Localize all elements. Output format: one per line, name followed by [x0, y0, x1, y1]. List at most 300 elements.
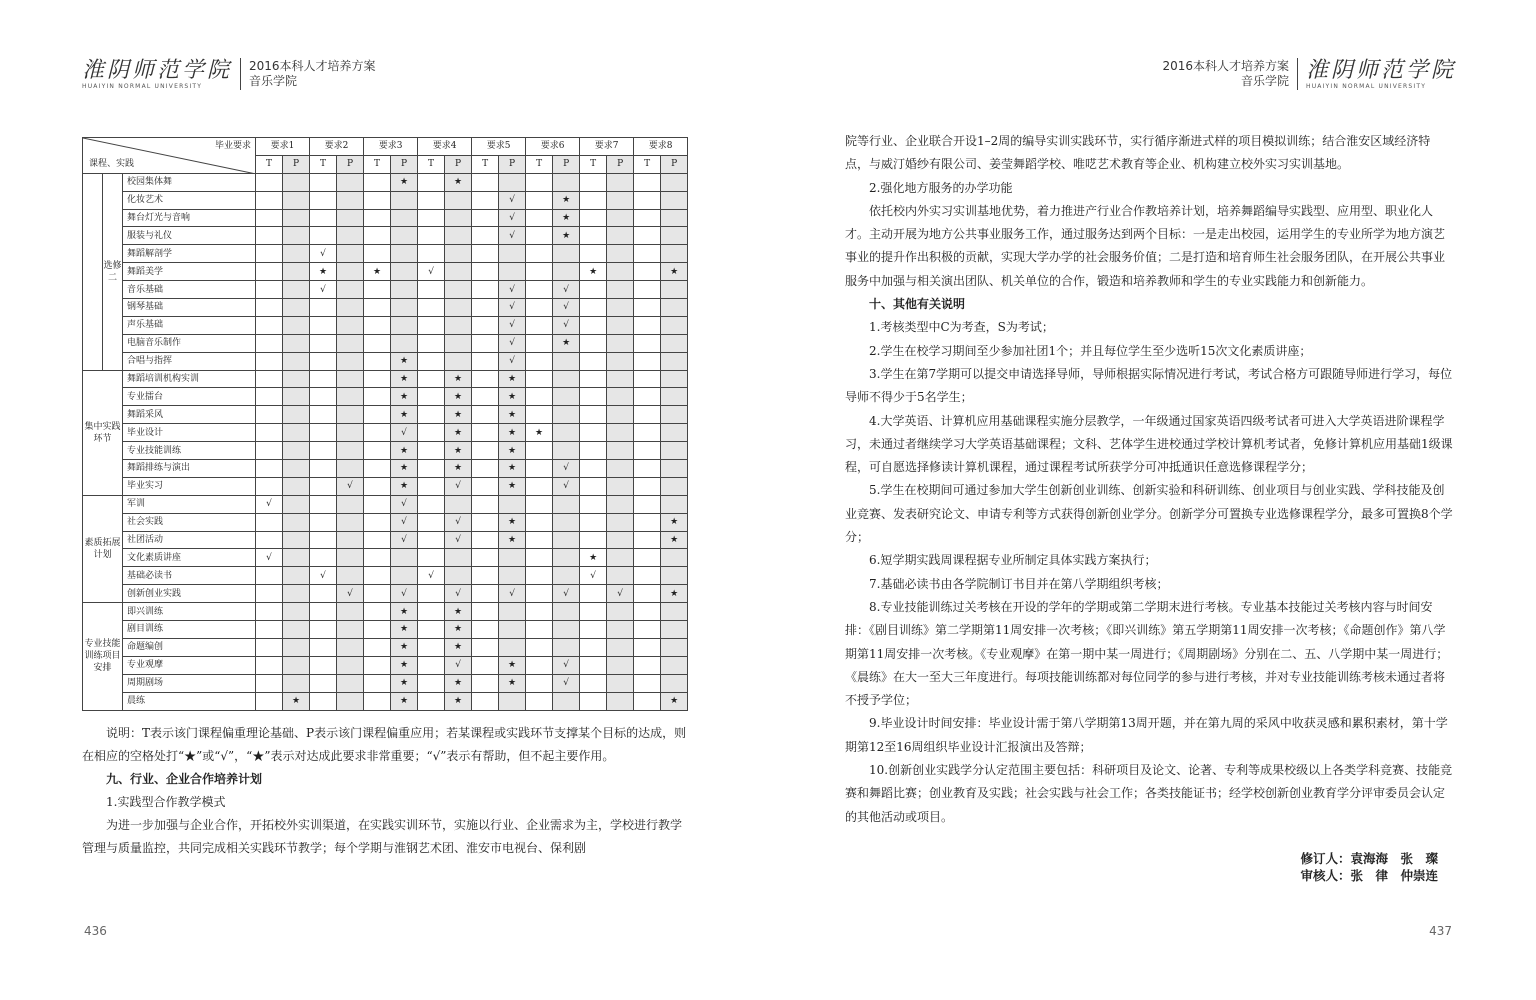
matrix-cell [256, 299, 283, 317]
matrix-cell [310, 316, 337, 334]
matrix-cell [256, 227, 283, 245]
matrix-cell [364, 442, 391, 460]
table-row [83, 352, 688, 370]
paragraph-2: 依托校内外实习实训基地优势，着力推进产行业合作教培养计划，培养舞蹈编导实践型、应用型、职业化人才。主动开展为地方公共事业服务工作，通过服务达到两个目标：一是走出校园，运用学生的专业所学为地方演艺事业的提升作出积极的贡献，实现大学办学的社会服务价值；二是打造和培育师生社会服务团队，在开展公共事业服务中加强与相关演出团队、机关单位的合作，锻造和培养教师和学生的专业实践能力和创新能力。 [845, 203, 1446, 288]
matrix-cell [256, 585, 283, 603]
p-header: P [607, 155, 634, 173]
table-row [83, 692, 688, 710]
requirement-header: 要求7 [580, 138, 634, 156]
group-name: 素质拓展计划 [83, 495, 123, 602]
matrix-cell [553, 424, 580, 442]
matrix-cell: ★ [391, 477, 418, 495]
logo-en: HUAIYIN NORMAL UNIVERSITY [82, 82, 203, 90]
matrix-cell [472, 692, 499, 710]
table-row [83, 227, 688, 245]
matrix-cell [310, 531, 337, 549]
matrix-cell: √ [553, 477, 580, 495]
requirement-header: 要求3 [364, 138, 418, 156]
matrix-cell: ★ [499, 531, 526, 549]
course-name: 化妆艺术 [123, 191, 256, 209]
matrix-cell [364, 621, 391, 639]
table-row [83, 406, 688, 424]
matrix-cell [283, 352, 310, 370]
matrix-cell: ★ [391, 352, 418, 370]
table-header-row [83, 138, 688, 156]
left-text-block [82, 722, 689, 860]
matrix-cell [634, 585, 661, 603]
matrix-cell: ★ [580, 549, 607, 567]
matrix-cell [364, 460, 391, 478]
matrix-cell [472, 585, 499, 603]
matrix-cell: ★ [445, 370, 472, 388]
matrix-cell: ★ [661, 263, 688, 281]
matrix-cell [283, 638, 310, 656]
matrix-cell [418, 406, 445, 424]
matrix-cell [634, 567, 661, 585]
matrix-cell [472, 281, 499, 299]
matrix-cell [418, 388, 445, 406]
matrix-cell [580, 245, 607, 263]
matrix-cell [580, 316, 607, 334]
matrix-cell [526, 245, 553, 263]
requirement-header: 要求8 [634, 138, 688, 156]
revisers: 修订人：袁海海 张 璨 [1300, 851, 1438, 866]
matrix-cell [472, 549, 499, 567]
matrix-cell: √ [499, 334, 526, 352]
matrix-cell: ★ [391, 656, 418, 674]
matrix-cell [337, 424, 364, 442]
matrix-cell [580, 299, 607, 317]
table-row [83, 477, 688, 495]
matrix-cell [256, 388, 283, 406]
matrix-cell [310, 513, 337, 531]
matrix-cell: √ [553, 316, 580, 334]
matrix-cell [418, 442, 445, 460]
matrix-cell [256, 567, 283, 585]
header-divider-right [1297, 58, 1298, 90]
matrix-cell [661, 299, 688, 317]
matrix-cell [256, 460, 283, 478]
matrix-cell [337, 513, 364, 531]
matrix-cell [526, 674, 553, 692]
matrix-cell [418, 370, 445, 388]
matrix-cell [499, 567, 526, 585]
matrix-cell [580, 209, 607, 227]
subheading-1: 1.实践型合作教学模式 [106, 795, 226, 809]
matrix-cell [256, 674, 283, 692]
matrix-cell [634, 370, 661, 388]
matrix-cell [337, 495, 364, 513]
matrix-cell [418, 281, 445, 299]
course-name: 服装与礼仪 [123, 227, 256, 245]
paragraph-continued: 院等行业、企业联合开设1–2周的编导实训实践环节，实行循序渐进式样的项目模拟训练；结合淮安区域经济特点，与威汀婚纱有限公司、姜莹舞蹈学校、唯呓艺术教育等企业、机构建立校外实习实训基地。 [845, 134, 1431, 172]
matrix-cell [310, 388, 337, 406]
matrix-cell [634, 674, 661, 692]
note-item: 5.学生在校期间可通过参加大学生创新创业训练、创新实验和科研训练、创业项目与创业实践、学科技能及创业竞赛、发表研究论文、申请专利等方式获得创新创业学分。创新学分可置换专业选修课程学分，最多可置换8个学分； [845, 483, 1453, 545]
matrix-cell [607, 603, 634, 621]
table-row [83, 263, 688, 281]
matrix-cell [607, 191, 634, 209]
matrix-cell [472, 406, 499, 424]
course-name: 专业擂台 [123, 388, 256, 406]
matrix-cell [580, 173, 607, 191]
matrix-cell [283, 549, 310, 567]
matrix-cell [310, 460, 337, 478]
matrix-cell: √ [553, 460, 580, 478]
matrix-cell [283, 281, 310, 299]
matrix-cell [256, 245, 283, 263]
matrix-cell [337, 567, 364, 585]
matrix-cell [337, 603, 364, 621]
matrix-cell [337, 299, 364, 317]
matrix-cell [445, 316, 472, 334]
matrix-cell [553, 370, 580, 388]
matrix-cell [418, 621, 445, 639]
matrix-cell [472, 370, 499, 388]
matrix-cell [337, 227, 364, 245]
matrix-cell [391, 209, 418, 227]
matrix-cell [526, 442, 553, 460]
matrix-cell [310, 352, 337, 370]
note-item: 2.学生在校学习期间至少参加社团1个；并且每位学生至少选听15次文化素质讲座； [869, 343, 1312, 358]
matrix-cell [283, 227, 310, 245]
matrix-cell [607, 209, 634, 227]
matrix-cell [256, 638, 283, 656]
corner-top-label: 毕业要求 [215, 141, 252, 151]
matrix-cell [364, 281, 391, 299]
matrix-cell [364, 603, 391, 621]
matrix-cell [310, 209, 337, 227]
matrix-cell [337, 406, 364, 424]
matrix-cell [607, 692, 634, 710]
matrix-cell [634, 495, 661, 513]
matrix-cell [634, 388, 661, 406]
matrix-cell: ★ [283, 692, 310, 710]
requirement-header: 要求6 [526, 138, 580, 156]
matrix-cell [256, 531, 283, 549]
matrix-cell [283, 495, 310, 513]
matrix-cell [661, 621, 688, 639]
matrix-cell [580, 621, 607, 639]
matrix-cell [364, 674, 391, 692]
matrix-cell [634, 227, 661, 245]
matrix-cell [634, 424, 661, 442]
matrix-cell [418, 656, 445, 674]
matrix-cell: ★ [445, 603, 472, 621]
matrix-cell [310, 585, 337, 603]
matrix-cell [634, 281, 661, 299]
matrix-cell [607, 388, 634, 406]
matrix-cell [580, 424, 607, 442]
corner-bottom-label: 课程、实践 [89, 158, 135, 169]
matrix-cell [337, 549, 364, 567]
matrix-cell: √ [499, 316, 526, 334]
matrix-cell: ★ [391, 406, 418, 424]
matrix-cell [580, 531, 607, 549]
matrix-cell [337, 442, 364, 460]
matrix-cell [445, 567, 472, 585]
matrix-cell: √ [310, 567, 337, 585]
matrix-cell [472, 227, 499, 245]
matrix-cell: √ [499, 299, 526, 317]
header-text [249, 59, 376, 89]
page-number-right: 437 [1429, 924, 1452, 938]
matrix-cell [634, 334, 661, 352]
matrix-cell [553, 531, 580, 549]
matrix-cell [553, 603, 580, 621]
note-item: 6.短学期实践周课程据专业所制定具体实践方案执行； [869, 553, 1157, 568]
matrix-cell: ★ [553, 209, 580, 227]
matrix-cell [283, 656, 310, 674]
university-logo-right [1306, 59, 1456, 90]
matrix-cell: √ [418, 567, 445, 585]
matrix-cell [256, 209, 283, 227]
matrix-cell [607, 245, 634, 263]
matrix-cell [526, 370, 553, 388]
course-name: 基础必读书 [123, 567, 256, 585]
matrix-cell [310, 549, 337, 567]
matrix-cell: √ [445, 513, 472, 531]
matrix-cell [472, 388, 499, 406]
course-name: 文化素质讲座 [123, 549, 256, 567]
matrix-cell [391, 191, 418, 209]
course-name: 创新创业实践 [123, 585, 256, 603]
matrix-cell [337, 191, 364, 209]
p-header: P [391, 155, 418, 173]
matrix-cell [526, 316, 553, 334]
matrix-cell: ★ [445, 460, 472, 478]
matrix-cell [337, 370, 364, 388]
matrix-cell [661, 173, 688, 191]
matrix-cell [472, 495, 499, 513]
matrix-cell: √ [391, 585, 418, 603]
matrix-cell [337, 334, 364, 352]
group-name: 选修二 [103, 173, 123, 370]
matrix-cell [580, 495, 607, 513]
matrix-cell [283, 603, 310, 621]
matrix-cell [337, 460, 364, 478]
matrix-cell [526, 173, 553, 191]
matrix-cell [391, 227, 418, 245]
requirements-matrix-table [82, 137, 688, 711]
matrix-cell [661, 209, 688, 227]
matrix-cell: ★ [553, 334, 580, 352]
course-name: 剧目训练 [123, 621, 256, 639]
matrix-cell [607, 656, 634, 674]
group-name: 集中实践环节 [83, 370, 123, 495]
matrix-cell: ★ [499, 656, 526, 674]
matrix-cell [256, 316, 283, 334]
matrix-cell: ★ [445, 692, 472, 710]
matrix-cell: ★ [391, 621, 418, 639]
matrix-cell [553, 263, 580, 281]
matrix-cell [553, 406, 580, 424]
matrix-cell [661, 352, 688, 370]
matrix-cell: √ [445, 656, 472, 674]
matrix-cell [337, 656, 364, 674]
matrix-cell [283, 370, 310, 388]
course-name: 毕业设计 [123, 424, 256, 442]
matrix-cell: ★ [391, 442, 418, 460]
matrix-cell [310, 173, 337, 191]
matrix-cell [607, 513, 634, 531]
matrix-cell: ★ [391, 674, 418, 692]
matrix-cell [310, 674, 337, 692]
matrix-cell [580, 334, 607, 352]
matrix-cell [445, 191, 472, 209]
matrix-cell [472, 209, 499, 227]
note-item: 4.大学英语、计算机应用基础课程实施分层教学，一年级通过国家英语四级考试者可进入大学英语进阶课程学习，未通过者继续学习大学英语基础课程；文科、艺体学生进校通过学校计算机考试者，免修计算机应用基础1级课程，可自愿选择修读计算机课程，通过课程考试所获学分可冲抵通识任意选修课程学分； [845, 413, 1453, 475]
matrix-cell [553, 245, 580, 263]
matrix-cell [364, 567, 391, 585]
matrix-cell [337, 245, 364, 263]
matrix-cell [472, 513, 499, 531]
matrix-cell [526, 567, 553, 585]
matrix-cell: √ [445, 585, 472, 603]
matrix-cell [580, 388, 607, 406]
matrix-cell [310, 656, 337, 674]
matrix-cell [418, 585, 445, 603]
matrix-cell [337, 281, 364, 299]
matrix-cell [607, 227, 634, 245]
course-name: 合唱与指挥 [123, 352, 256, 370]
matrix-cell [499, 638, 526, 656]
matrix-cell [364, 477, 391, 495]
matrix-cell: √ [391, 495, 418, 513]
matrix-cell [607, 281, 634, 299]
page-number-left: 436 [84, 924, 107, 938]
matrix-cell [391, 245, 418, 263]
matrix-cell [472, 299, 499, 317]
matrix-cell [364, 370, 391, 388]
matrix-cell [418, 549, 445, 567]
course-name: 毕业实习 [123, 477, 256, 495]
matrix-cell [607, 549, 634, 567]
matrix-cell: ★ [499, 388, 526, 406]
p-header: P [337, 155, 364, 173]
matrix-cell [661, 638, 688, 656]
matrix-cell [634, 621, 661, 639]
matrix-cell [634, 531, 661, 549]
matrix-cell [418, 460, 445, 478]
matrix-cell [283, 406, 310, 424]
matrix-cell [499, 263, 526, 281]
matrix-cell [418, 495, 445, 513]
matrix-cell [607, 442, 634, 460]
matrix-cell [526, 299, 553, 317]
table-row [83, 424, 688, 442]
matrix-cell: √ [553, 585, 580, 603]
matrix-cell [526, 513, 553, 531]
matrix-cell [283, 513, 310, 531]
matrix-cell [256, 352, 283, 370]
course-name: 舞蹈美学 [123, 263, 256, 281]
matrix-cell [418, 209, 445, 227]
course-name: 军训 [123, 495, 256, 513]
matrix-cell [661, 370, 688, 388]
t-header: T [580, 155, 607, 173]
matrix-cell [607, 173, 634, 191]
right-header [1162, 58, 1456, 90]
matrix-cell [337, 638, 364, 656]
course-name: 舞蹈采风 [123, 406, 256, 424]
matrix-cell: √ [310, 245, 337, 263]
requirement-header: 要求5 [472, 138, 526, 156]
matrix-cell [283, 621, 310, 639]
matrix-cell [634, 352, 661, 370]
matrix-cell [634, 513, 661, 531]
logo-en-right: HUAIYIN NORMAL UNIVERSITY [1305, 82, 1427, 90]
matrix-cell [418, 334, 445, 352]
matrix-cell [634, 209, 661, 227]
t-header: T [310, 155, 337, 173]
matrix-cell [364, 191, 391, 209]
matrix-cell [526, 334, 553, 352]
matrix-cell [607, 406, 634, 424]
table-row [83, 281, 688, 299]
matrix-cell: √ [499, 209, 526, 227]
matrix-cell [391, 549, 418, 567]
college-name: 音乐学院 [249, 74, 298, 88]
matrix-cell [526, 585, 553, 603]
matrix-cell: √ [418, 263, 445, 281]
matrix-cell [472, 263, 499, 281]
matrix-cell [661, 191, 688, 209]
matrix-cell [553, 638, 580, 656]
matrix-cell [418, 531, 445, 549]
matrix-cell [283, 424, 310, 442]
matrix-cell [364, 656, 391, 674]
matrix-cell [661, 406, 688, 424]
matrix-cell [526, 656, 553, 674]
group-spacer-cell [83, 173, 103, 370]
matrix-cell [634, 173, 661, 191]
matrix-cell [607, 531, 634, 549]
matrix-cell [553, 352, 580, 370]
course-name: 专业技能训练 [123, 442, 256, 460]
logo-cn-right: 淮阴师范学院 [1305, 57, 1456, 83]
course-name: 社会实践 [123, 513, 256, 531]
matrix-cell [661, 567, 688, 585]
matrix-cell [553, 567, 580, 585]
matrix-cell [310, 477, 337, 495]
matrix-cell [634, 460, 661, 478]
matrix-cell: ★ [445, 424, 472, 442]
matrix-cell: ★ [445, 674, 472, 692]
matrix-cell [364, 299, 391, 317]
matrix-cell [580, 442, 607, 460]
university-logo [82, 59, 232, 90]
college-name-right: 音乐学院 [1240, 74, 1289, 88]
matrix-cell [310, 621, 337, 639]
matrix-cell [337, 173, 364, 191]
left-header [82, 58, 376, 90]
matrix-cell [445, 495, 472, 513]
matrix-cell [337, 316, 364, 334]
matrix-cell [526, 263, 553, 281]
matrix-cell [283, 173, 310, 191]
matrix-cell [364, 334, 391, 352]
matrix-cell [472, 656, 499, 674]
table-row [83, 638, 688, 656]
matrix-cell: ★ [499, 370, 526, 388]
matrix-cell: ★ [526, 424, 553, 442]
matrix-cell: √ [445, 531, 472, 549]
matrix-cell [499, 495, 526, 513]
matrix-cell: √ [499, 191, 526, 209]
matrix-cell [580, 460, 607, 478]
corner-header-cell [83, 138, 256, 174]
